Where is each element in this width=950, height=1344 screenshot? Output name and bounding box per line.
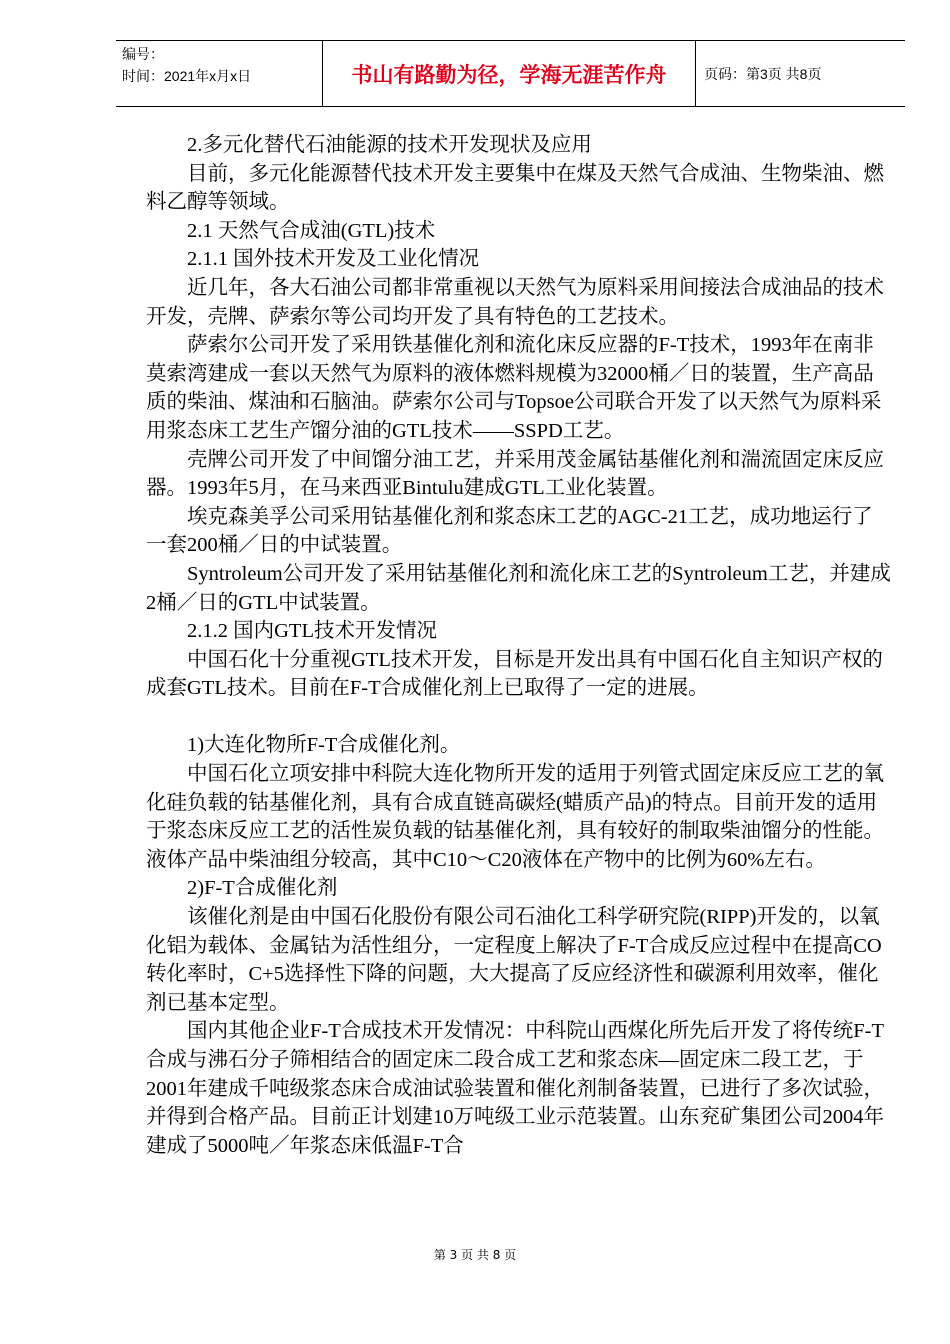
paragraph: 目前，多元化能源替代技术开发主要集中在煤及天然气合成油、生物柴油、燃料乙醇等领域。 <box>146 162 884 214</box>
list-heading: 1)大连化物所F-T合成催化剂。 <box>187 734 461 757</box>
paragraph: 中国石化十分重视GTL技术开发，目标是开发出具有中国石化自主知识产权的成套GTL技术。目前在F-T合成催化剂上已取得了一定的进展。 <box>146 648 883 700</box>
list-heading: 2)F-T合成催化剂 <box>187 877 338 900</box>
paragraph: 中国石化立项安排中科院大连化物所开发的适用于列管式固定床反应工艺的氧化硅负载的钴基催化剂，具有合成直链高碳烃(蜡质产品)的特点。目前开发的适用于浆态床反应工艺的活性炭负载的钴基催化剂，具有较好的制取柴油馏分的性能。液体产品中柴油组分较高，其中C10～C20液体在产物中的比例为60%左右。 <box>146 763 884 871</box>
paragraph: 萨索尔公司开发了采用铁基催化剂和流化床反应器的F-T技术，1993年在南非莫索湾建成一套以天然气为原料的液体燃料规模为32000桶／日的装置，生产高品质的柴油、煤油和石脑油。萨索尔公司与Topsoe公司联合开发了以天然气为原料采用浆态床工艺生产馏分油的GTL技术——SSPD工艺。 <box>146 334 882 442</box>
paragraph: 国内其他企业F-T合成技术开发情况：中科院山西煤化所先后开发了将传统F-T合成与沸石分子筛相结合的固定床二段合成工艺和浆态床—固定床二段工艺，于2001年建成千吨级浆态床合成油试验装置和催化剂制备装置，已进行了多次试验，并得到合格产品。目前正计划建10万吨级工业示范装置。山东兖矿集团公司2004年建成了5000吨／年浆态床低温F-T合 <box>146 1020 884 1157</box>
document-body <box>146 131 891 1160</box>
header-motto: 书山有路勤为径，学海无涯苦作舟 <box>323 41 696 107</box>
section-heading: 2.1 天然气合成油(GTL)技术 <box>187 219 436 242</box>
document-time-label: 时间：2021年x月x日 <box>122 68 252 84</box>
paragraph: 近几年，各大石油公司都非常重视以天然气为原料采用间接法合成油品的技术开发，壳牌、萨索尔等公司均开发了具有特色的工艺技术。 <box>146 276 884 328</box>
header-meta-cell <box>116 41 323 107</box>
header-page-number: 页码：第3页 共8页 <box>696 41 906 107</box>
paragraph: Syntroleum公司开发了采用钴基催化剂和流化床工艺的Syntroleum工艺，并建成2桶／日的GTL中试装置。 <box>146 562 891 614</box>
paragraph: 该催化剂是由中国石化股份有限公司石油化工科学研究院(RIPP)开发的，以氧化铝为载体、金属钴为活性组分，一定程度上解决了F-T合成反应过程中在提高CO转化率时，C+5选择性下降的问题，大大提高了反应经济性和碳源利用效率，催化剂已基本定型。 <box>146 906 882 1014</box>
paragraph: 埃克森美孚公司采用钴基催化剂和浆态床工艺的AGC-21工艺，成功地运行了一套200桶／日的中试装置。 <box>146 505 873 557</box>
page-header <box>116 40 905 107</box>
subsection-heading: 2.1.1 国外技术开发及工业化情况 <box>187 248 480 271</box>
document-number-label: 编号： <box>122 46 164 62</box>
section-heading: 2.多元化替代石油能源的技术开发现状及应用 <box>187 134 592 156</box>
page-footer: 第 3 页 共 8 页 <box>433 1248 517 1262</box>
subsection-heading: 2.1.2 国内GTL技术开发情况 <box>187 620 437 643</box>
blank-line <box>146 703 891 732</box>
paragraph: 壳牌公司开发了中间馏分油工艺，并采用茂金属钴基催化剂和湍流固定床反应器。1993年5月，在马来西亚Bintulu建成GTL工业化装置。 <box>146 448 884 500</box>
